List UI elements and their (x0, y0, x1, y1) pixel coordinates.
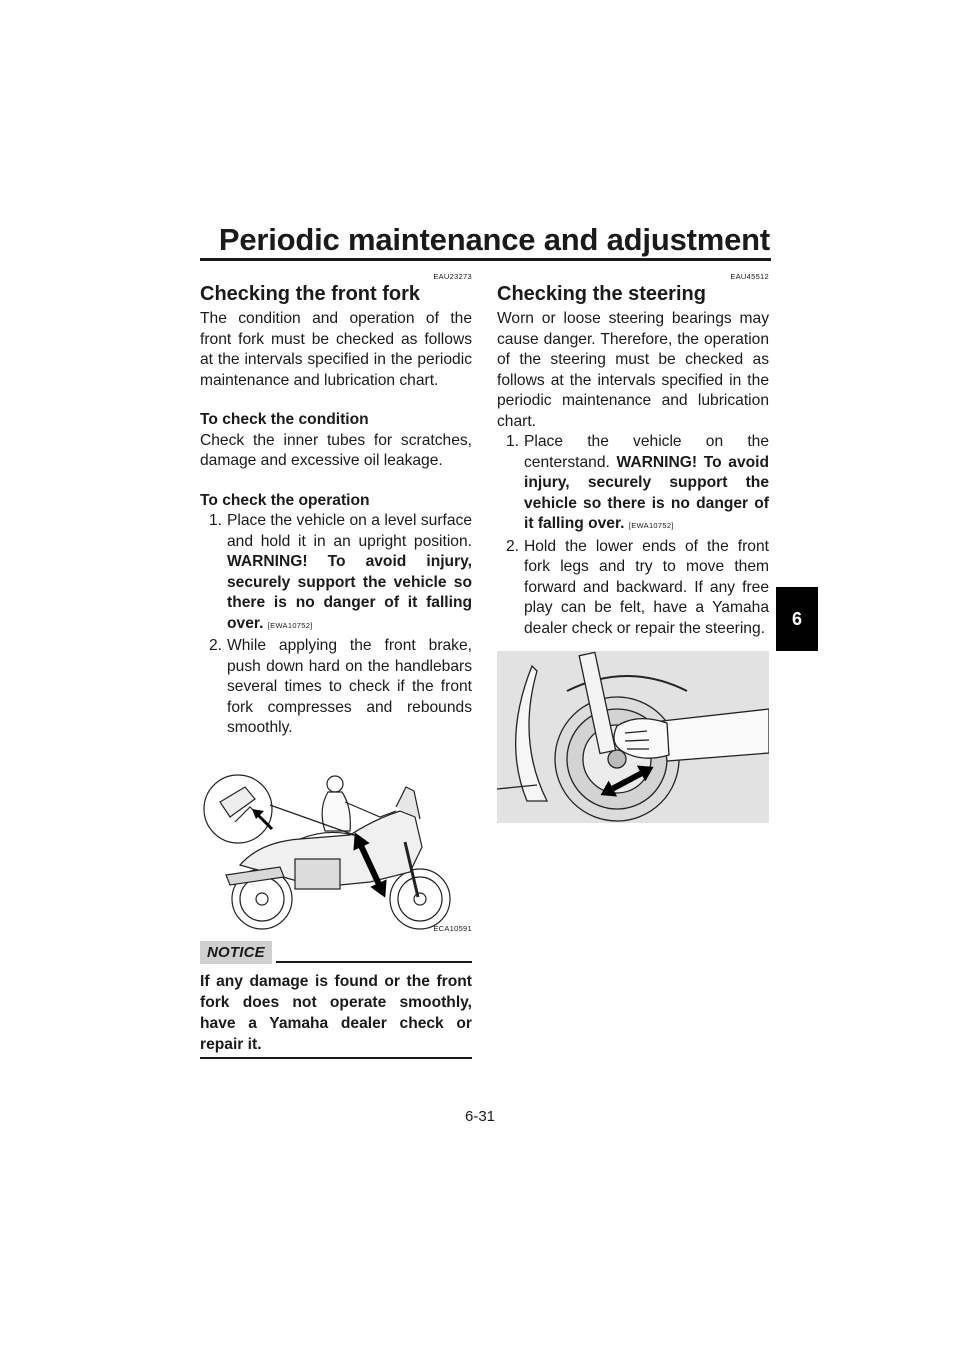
condition-text: Check the inner tubes for scratches, damage and excessive oil leakage. (200, 431, 472, 469)
steering-intro: Worn or loose steering bearings may cause danger. Therefore, the operation of the steering must be checked as follows at the intervals specified in the periodic maintenance and lubrication chart. (497, 310, 769, 430)
page-number: 6-31 (464, 1108, 496, 1125)
header-divider (200, 258, 771, 261)
notice-text: If any damage is found or the front fork does not operate smoothly, have a Yamaha dealer check or repair it. (200, 973, 472, 1053)
page-title: Periodic maintenance and adjustment (218, 222, 770, 257)
operation-heading: To check the operation (200, 491, 370, 509)
right-column (497, 272, 769, 823)
front-fork-intro: The condition and operation of the front fork must be checked as follows at the intervals specified in the periodic maintenance and lubrication chart. (200, 310, 472, 389)
steering-drawing (497, 651, 769, 823)
warning-text: WARNING! To avoid injury, securely support the vehicle so there is no danger of it falling over. (524, 453, 770, 532)
figure-code: ECA10591 (433, 924, 472, 933)
steering-check-illustration (497, 651, 769, 823)
section-code: EAU45512 (730, 272, 769, 281)
list-item: 2. Hold the lower ends of the front fork legs and try to move them forward and backward. If any free play can be felt, have a Yamaha dealer check or repair the steering. (505, 537, 769, 637)
section-code: EAU23273 (433, 272, 472, 281)
section-heading-front-fork: Checking the front fork (200, 283, 421, 305)
section-heading-steering: Checking the steering (497, 283, 706, 305)
notice-badge: NOTICE (200, 941, 272, 965)
warning-ref: [EWA10752] (628, 521, 674, 530)
chapter-tab: 6 (776, 587, 818, 651)
notice-bottom-divider (200, 1057, 472, 1059)
notice-header (200, 941, 472, 965)
warning-text: WARNING! To avoid injury, securely support the vehicle so there is no danger of it falling over. (227, 553, 472, 632)
warning-ref: [EWA10752] (267, 620, 313, 630)
list-item: 1. Place the vehicle on a level surface and hold it in an upright position. WARNING! To avoid injury, securely support the vehicle so there is no danger of it falling over. [EWA10752] (208, 512, 472, 632)
notice-divider (276, 961, 472, 963)
condition-heading: To check the condition (200, 411, 369, 428)
left-column (200, 272, 472, 1059)
operation-steps (200, 511, 472, 739)
motorcycle-drawing (200, 747, 472, 932)
list-item: 2. While applying the front brake, push down hard on the handlebars several times to check if the front fork compresses and rebounds smoothly. (208, 637, 472, 736)
steering-steps (497, 432, 769, 639)
list-item: 1. Place the vehicle on the centerstand. WARNING! To avoid injury, securely support the vehicle so there is no danger of it falling over. [EWA10752] (505, 433, 770, 532)
motorcycle-fork-illustration (200, 747, 472, 937)
